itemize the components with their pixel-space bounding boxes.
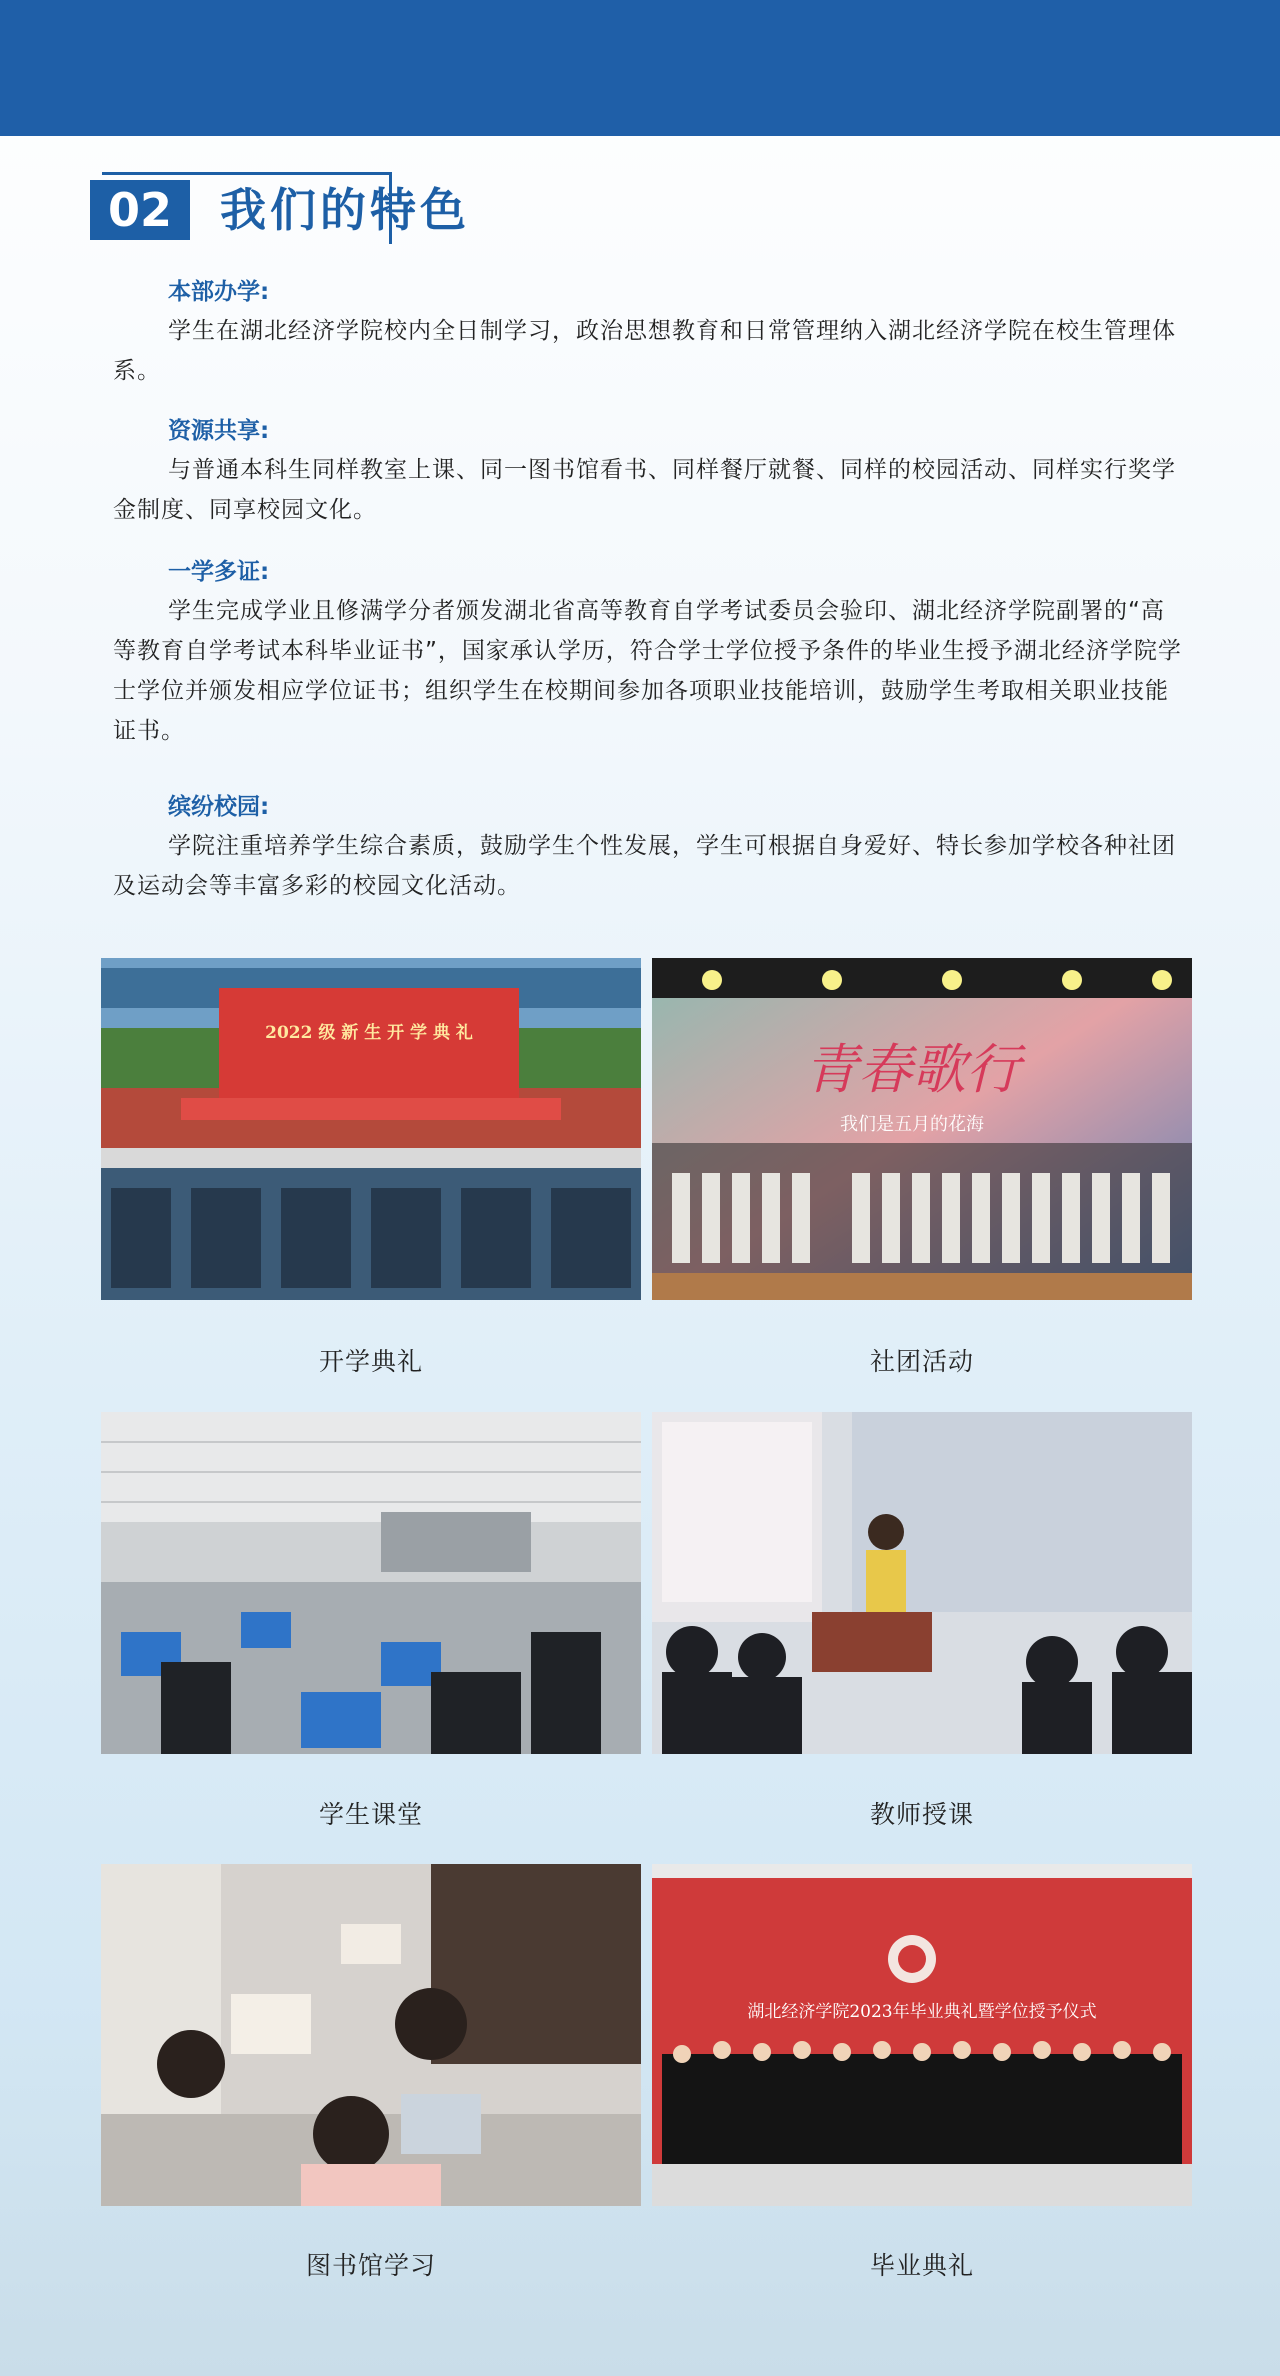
feature-title: 资源共享: bbox=[168, 418, 270, 444]
photo-student-classroom bbox=[101, 1412, 641, 1754]
feature-section-2 bbox=[113, 416, 1183, 530]
feature-body: 学院注重培养学生综合素质，鼓励学生个性发展，学生可根据自身爱好、特长参加学校各种社团及运动会等丰富多彩的校园文化活动。 bbox=[113, 833, 1176, 899]
photo-caption: 社团活动 bbox=[869, 1347, 974, 1376]
stage-sign: 青春歌行 bbox=[804, 1038, 1020, 1101]
heading-title: 我们的特色 bbox=[220, 183, 470, 237]
photo-caption: 图书馆学习 bbox=[305, 2251, 436, 2280]
photo-caption: 学生课堂 bbox=[318, 1800, 423, 1829]
banner-sign: 湖北经济学院2023年毕业典礼暨学位授予仪式 bbox=[747, 2002, 1097, 2022]
feature-body: 与普通本科生同样教室上课、同一图书馆看书、同样餐厅就餐、同样的校园活动、同样实行奖学金制度、同享校园文化。 bbox=[113, 457, 1176, 523]
photo-caption: 毕业典礼 bbox=[869, 2251, 974, 2280]
photo-club-activity bbox=[652, 958, 1192, 1300]
photo-caption: 开学典礼 bbox=[318, 1347, 423, 1376]
stage-subsign: 我们是五月的花海 bbox=[840, 1114, 984, 1135]
top-banner-band bbox=[0, 0, 1280, 136]
feature-section-3 bbox=[113, 557, 1183, 751]
feature-section-1 bbox=[113, 277, 1183, 391]
heading-number: 02 bbox=[90, 180, 190, 240]
feature-title: 本部办学: bbox=[168, 279, 270, 305]
section-heading bbox=[90, 172, 500, 248]
feature-body: 学生完成学业且修满学分者颁发湖北省高等教育自学考试委员会验印、湖北经济学院副署的“高等教育自学考试本科毕业证书”，国家承认学历，符合学士学位授予条件的毕业生授予湖北经济学院学士学位并颁发相应学位证书；组织学生在校期间参加各项职业技能培训，鼓励学生考取相关职业技能证书。 bbox=[113, 598, 1182, 744]
feature-section-4 bbox=[113, 792, 1183, 906]
stage-sign: 2022 级 新 生 开 学 典 礼 bbox=[265, 1023, 473, 1043]
feature-title: 缤纷校园: bbox=[168, 794, 270, 820]
feature-title: 一学多证: bbox=[168, 559, 270, 585]
photo-teacher-lecture bbox=[652, 1412, 1192, 1754]
photo-caption: 教师授课 bbox=[869, 1800, 974, 1829]
photo-library-study bbox=[101, 1864, 641, 2206]
photo-graduation bbox=[652, 1864, 1192, 2206]
photo-opening-ceremony bbox=[101, 958, 641, 1300]
feature-body: 学生在湖北经济学院校内全日制学习，政治思想教育和日常管理纳入湖北经济学院在校生管理体系。 bbox=[113, 318, 1176, 384]
